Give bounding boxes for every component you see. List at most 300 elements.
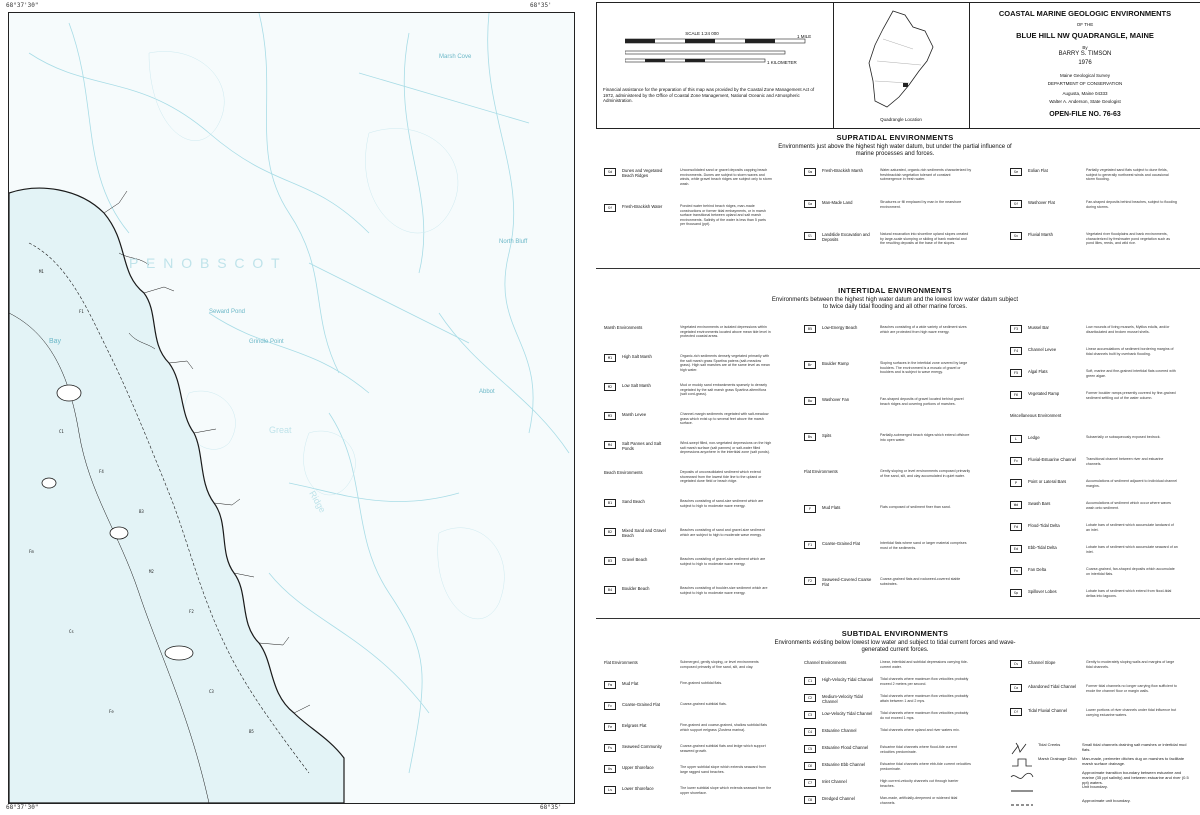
unit-symbol-box: Fc xyxy=(1010,457,1022,465)
unit-description: Tidal channels where maximum flow velocities probably exceed 2 meters per second. xyxy=(880,677,969,686)
unit-description: Beaches consisting of a wide variety of sediment sizes which are protected from high wave energy. xyxy=(880,325,967,334)
svg-text:F4: F4 xyxy=(99,469,104,474)
legend-entry xyxy=(604,723,774,742)
unit-description: The upper subtidal slope which extends seaward from large ragged sand beaches. xyxy=(680,765,766,774)
legend-entry xyxy=(604,660,774,679)
unit-description: Water-saturated, organic-rich sediments characterized by freshbrackish vegetation tolerant of constant submergence in fresh water. xyxy=(880,168,972,182)
title-of: OF THE xyxy=(1076,22,1094,27)
legend-entry xyxy=(1010,435,1180,455)
unit-symbol-box: Ls xyxy=(604,786,616,794)
legend-entry xyxy=(1010,391,1180,411)
legend-entry xyxy=(804,779,974,794)
unit-description: Gently sloping or level environments composed primarily of fine sand, silt, and clay accumulated in quiet water. xyxy=(880,469,971,478)
map-corner-coord-tl: 68°37'30" xyxy=(6,2,39,9)
unit-name: Seaweed-Covered Coarse Flat xyxy=(822,577,872,587)
unit-name: Fan Delta xyxy=(1028,567,1047,572)
unit-name: Tidal Fluvial Channel xyxy=(1028,708,1067,713)
unit-symbol-box: C3 xyxy=(804,711,816,719)
legend-entry xyxy=(1010,479,1180,499)
map-subtitle: BLUE HILL NW QUADRANGLE, MAINE xyxy=(1016,31,1154,40)
unit-name: Washover Fan xyxy=(822,397,850,402)
subtidal-title: SUBTIDAL ENVIRONMENTS xyxy=(841,629,949,638)
unit-name: Mud Flats xyxy=(822,505,841,510)
unit-name: Low-Velocity Tidal Channel xyxy=(822,711,873,716)
unit-description: Tidal channels where upland and river waters mix. xyxy=(880,728,960,732)
unit-description: Man-made, artificially-deepened or widened tidal channels. xyxy=(880,796,958,805)
unit-description: Vegetated river floodplains and bank environments, characterized by freshwater pond vegetation such as pond lilies, reeds, and wild rice. xyxy=(1086,232,1171,246)
legend-entry xyxy=(1010,501,1180,521)
unit-description: Lobate bars of sediment which extend from flood-tidal deltas into lagoons. xyxy=(1086,589,1172,598)
unit-name: Point or Lateral Bars xyxy=(1028,479,1067,484)
unit-description: Fine-grained and coarse-grained, shallow subtidal flats which support eelgrass (Zostera marina). xyxy=(680,723,768,732)
unit-name: Low-Energy Beach xyxy=(822,325,858,330)
legend-entry xyxy=(804,361,974,395)
unit-name: Swash Bars xyxy=(1028,501,1051,506)
map-label-place: Marsh Cove xyxy=(439,54,472,60)
unit-symbol-box: F6 xyxy=(1010,391,1022,399)
unit-name: Lower Shoreface xyxy=(622,786,654,791)
map-label-place: North Bluff xyxy=(499,239,528,245)
legend-entry xyxy=(804,397,974,431)
line-symbol-icon xyxy=(1010,742,1034,757)
line-symbol-name: Tidal Creeks xyxy=(1038,742,1061,747)
svg-text:Cs: Cs xyxy=(69,629,74,634)
legend-entry xyxy=(1010,684,1180,706)
svg-text:F1: F1 xyxy=(79,309,84,314)
unit-name: Vegetated Ramp xyxy=(1028,391,1060,396)
unit-name: Marsh Levee xyxy=(622,412,647,417)
unit-name: Spillover Lobes xyxy=(1028,589,1057,594)
unit-symbol-box: C2 xyxy=(804,694,816,702)
unit-name: Estuarine Flood Channel xyxy=(822,745,869,750)
unit-name: Coarse-Grained Flat xyxy=(622,702,660,707)
unit-symbol-box: M2 xyxy=(604,383,616,391)
unit-description: Wind-swept filled, non-vegetated depressions on the high salt marsh surface (salt pannes) or salt-water filled depressions anywhere in the intertidal zone (salt ponds). xyxy=(680,441,772,455)
unit-symbol-box: B3 xyxy=(604,557,616,565)
intertidal-title: INTERTIDAL ENVIRONMENTS xyxy=(838,286,952,295)
divider xyxy=(596,618,1200,619)
map-title: COASTAL MARINE GEOLOGIC ENVIRONMENTS xyxy=(998,9,1172,18)
intertidal-subtitle: Environments between the highest high water datum and the lowest low water datum subject to twice daily tidal flooding and all other marine forces. xyxy=(771,297,1019,310)
unit-symbol-box: Fd xyxy=(1010,523,1022,531)
unit-description: Lobate bars of sediment which accumulate landward of an inlet. xyxy=(1086,523,1174,532)
line-symbol-description: Approximate unit boundary. xyxy=(1082,798,1131,803)
unit-name: Fresh-Brackish Marsh xyxy=(822,168,863,173)
map-corner-coord-br: 68°35' xyxy=(540,804,562,811)
legend-entry xyxy=(1010,347,1180,367)
unit-description: Beaches consisting of sand-size sediment which are subject to high to moderate wave energy. xyxy=(680,499,764,508)
divider xyxy=(596,268,1200,269)
legend-entry xyxy=(1010,232,1180,262)
unit-name: Flat Environments xyxy=(804,469,838,474)
publisher-dept: DEPARTMENT OF CONSERVATION xyxy=(1047,81,1123,86)
svg-text:C3: C3 xyxy=(209,689,214,694)
unit-symbol-box: C5 xyxy=(804,745,816,753)
unit-symbol-box: Ca xyxy=(1010,684,1022,692)
unit-symbol-box: F2 xyxy=(804,577,816,585)
unit-description: Transitional channel between river and estuarine channels. xyxy=(1086,457,1164,466)
unit-name: Fluvial-Estuarine Channel xyxy=(1028,457,1076,462)
legend-entry xyxy=(804,469,974,503)
unit-description: The lower subtidal slope which extends seaward from the upper shoreface. xyxy=(680,786,772,795)
island xyxy=(165,646,193,660)
legend-entry xyxy=(604,744,774,763)
svg-text:Fe: Fe xyxy=(109,709,114,714)
unit-description: Linear, intertidal and subtidal depressions carrying tide-current water. xyxy=(880,660,968,669)
unit-description: Coarse-grained subtidal flats and ledge which support seaweed growth. xyxy=(680,744,766,753)
legend-entry xyxy=(604,383,774,410)
unit-description: Coarse-grained, fan-shaped deposits which accumulate on intertidal flats. xyxy=(1086,567,1175,576)
map-label-great: Great xyxy=(269,425,292,435)
unit-name: Marsh Environments xyxy=(604,325,643,330)
legend-entry xyxy=(804,325,974,359)
unit-name: Miscellaneous Environment xyxy=(1010,413,1062,418)
legend-entry xyxy=(604,586,774,613)
legend-entry xyxy=(1010,200,1180,230)
unit-description: Estuarine tidal channels where ebb-tide current velocities predominate. xyxy=(880,762,971,771)
unit-description: Unconsolidated sand or gravel deposits capping beach environments. Dunes are subject to storm waves and winds, while gravel beach ridges are subject only to storm wash. xyxy=(680,168,772,186)
map-label-bay-small: Bay xyxy=(49,338,62,345)
unit-symbol-box: M1 xyxy=(604,354,616,362)
supratidal-title: SUPRATIDAL ENVIRONMENTS xyxy=(836,133,954,142)
legend-entry xyxy=(604,204,774,238)
unit-description: Fan-shaped deposits of gravel located behind gravel beach ridges and covering portions of marshes. xyxy=(880,397,964,406)
unit-name: Fluvial Marsh xyxy=(1028,232,1053,237)
line-symbol-icon xyxy=(1010,784,1034,799)
unit-name: Inlet Channel xyxy=(822,779,847,784)
unit-symbol-box: F xyxy=(804,505,816,513)
unit-symbol-box: Sl xyxy=(804,232,816,240)
svg-text:M2: M2 xyxy=(149,569,154,574)
unit-description: Beaches consisting of boulder-size sediment which are subject to high to moderate wave energy. xyxy=(680,586,768,595)
unit-description: Structures or fill emplaced by man in the nearshore environment. xyxy=(880,200,962,209)
unit-name: Mixed Sand and Gravel Beach xyxy=(622,528,666,538)
unit-description: Organic-rich sediments densely vegetated primarily with the salt marsh grass Spartina patens (salt-meadow grass). High salt marshes are at the same level as mean high water. xyxy=(680,354,770,372)
unit-name: High-Velocity Tidal Channel xyxy=(822,677,874,682)
unit-name: Ledge xyxy=(1028,435,1040,440)
line-symbol-icon xyxy=(1010,770,1034,785)
unit-symbol-box: Se xyxy=(1010,168,1022,176)
unit-symbol-box: M4 xyxy=(604,441,616,449)
unit-name: Flat Environments xyxy=(604,660,638,665)
unit-symbol-box: Fn xyxy=(1010,567,1022,575)
unit-symbol-box: Fe xyxy=(604,723,616,731)
scale-unit-mile: 1 MILE xyxy=(797,34,812,39)
map-label-place: Grindle Point xyxy=(249,339,284,345)
unit-description: Intertidal flats where sand or larger material comprises most of the sediments. xyxy=(880,541,967,550)
svg-text:B3: B3 xyxy=(139,509,144,514)
unit-description: Partially vegetated sand flats subject to dune fields, subject to generally northwest winds and occasional storm flooding. xyxy=(1086,168,1169,182)
unit-description: High current-velocity channels cut through barrier beaches. xyxy=(880,779,959,788)
unit-symbol-box: F4 xyxy=(1010,347,1022,355)
map-corner-coord-tr: 68°35' xyxy=(530,2,552,9)
map-corner-coord-bl: 68°37'30" xyxy=(6,804,39,811)
unit-symbol-box: Sf xyxy=(1010,200,1022,208)
unit-name: Man-Made Land xyxy=(822,200,853,205)
unit-description: Partially-submerged beach ridges which extend offshore into open water. xyxy=(880,433,970,442)
unit-name: Estuarine Channel xyxy=(822,728,857,733)
line-symbol-description: Unit boundary. xyxy=(1082,784,1108,789)
unit-name: Mussel Bar xyxy=(1028,325,1049,330)
author: BARRY S. TIMSON xyxy=(1058,51,1112,57)
island xyxy=(57,385,81,401)
unit-symbol-box: B4 xyxy=(604,586,616,594)
unit-symbol-box: Cs xyxy=(1010,660,1022,668)
unit-symbol-box: Us xyxy=(604,765,616,773)
unit-symbol-box: F1 xyxy=(804,541,816,549)
unit-description: Former tidal channels no longer carrying flow sufficient to erode the channel floor or margin walls. xyxy=(1086,684,1177,693)
legend-entry xyxy=(1010,523,1180,543)
legend-entry xyxy=(1010,589,1180,609)
unit-name: Channel Slope xyxy=(1028,660,1056,665)
unit-description: Fan-shaped deposits behind beaches, subject to flooding during storms. xyxy=(1086,200,1177,209)
unit-description: Mud or muddy sand embankments sparsely to densely vegetated by the salt marsh grass Spartina alterniflora (salt cord-grass). xyxy=(680,383,768,397)
legend-entry xyxy=(804,433,974,467)
unit-description: Soft, marine and fine-grained intertidal flats covered with green algae. xyxy=(1086,369,1176,378)
unit-symbol-box: Sa xyxy=(804,200,816,208)
scale-cell xyxy=(597,3,834,128)
scale-label: SCALE 1:24 000 xyxy=(685,31,719,36)
legend-entry xyxy=(1010,369,1180,389)
unit-name: Eelgrass Flat xyxy=(622,723,647,728)
legend-entry xyxy=(1010,708,1180,730)
unit-symbol-box: Sv xyxy=(1010,232,1022,240)
unit-description: Lower portions of river channels under tidal influence but carrying estuarine waters. xyxy=(1086,708,1177,717)
line-symbol-name: Marsh Drainage Ditch xyxy=(1038,756,1077,761)
unit-name: Beach Environments xyxy=(604,470,643,475)
unit-symbol-box: B5 xyxy=(804,325,816,333)
maine-outline-map xyxy=(863,9,943,114)
unit-name: Boulder Ramp xyxy=(822,361,849,366)
unit-description: Lobate bars of sediment which accumulate seaward of an inlet. xyxy=(1086,545,1178,554)
unit-name: Abandoned Tidal Channel xyxy=(1028,684,1077,689)
unit-description: Accumulations of sediment which occur where waves wash onto sediment. xyxy=(1086,501,1171,510)
year: 1976 xyxy=(1078,60,1092,66)
unit-symbol-box: Bw xyxy=(804,397,816,405)
unit-name: Flood-Tidal Delta xyxy=(1028,523,1060,528)
location-cell xyxy=(833,3,970,128)
unit-symbol-box: F3 xyxy=(1010,325,1022,333)
unit-symbol-box: Bs xyxy=(804,433,816,441)
legend-entry xyxy=(804,694,974,709)
legend-entry xyxy=(604,441,774,468)
unit-description: Low mounds of living mussels, Mytilus edulis, and/or disarticulated and broken mussel shells. xyxy=(1086,325,1170,334)
unit-name: Ebb-Tidal Delta xyxy=(1028,545,1057,550)
legend-entry xyxy=(804,728,974,743)
unit-description: Beaches consisting of gravel-size sediment which are subject to high to moderate wave energy. xyxy=(680,557,766,566)
unit-symbol-box: B1 xyxy=(604,499,616,507)
line-symbol-description: Approximate transition boundary between estuarine and marine (35 ppt salinity) and between estuarine and river (0.5 ppt) waters. xyxy=(1082,770,1189,785)
unit-description: Tidal channels where maximum flow velocities probably do not exceed 1 mps. xyxy=(880,711,969,720)
unit-symbol-box: Wd xyxy=(1010,501,1022,509)
unit-name: Eolian Flat xyxy=(1028,168,1048,173)
unit-description: Estuarine tidal channels where flood-tide current velocities predominate. xyxy=(880,745,957,754)
publisher-city: Augusta, Maine 04333 xyxy=(1062,91,1108,96)
unit-name: Channel Levee xyxy=(1028,347,1057,352)
unit-symbol-box: Br xyxy=(804,361,816,369)
unit-symbol-box: M3 xyxy=(604,412,616,420)
quadrangle-location-label: Quadrangle Location xyxy=(880,117,922,122)
unit-symbol-box: C6 xyxy=(804,762,816,770)
legend-entry xyxy=(1010,567,1180,587)
unit-description: Tidal channels where maximum flow velocities probably attain between 1 and 2 mps. xyxy=(880,694,969,703)
unit-name: Landslide Excavation and Deposits xyxy=(822,232,870,242)
unit-symbol-box: P xyxy=(1010,479,1022,487)
legend-entry xyxy=(804,660,974,675)
unit-description: Fine-grained subtidal flats. xyxy=(680,681,723,685)
coastal-map-svg xyxy=(9,13,574,803)
state-geologist: Walter A. Anderson, State Geologist xyxy=(1049,99,1121,104)
svg-text:C1: C1 xyxy=(59,429,64,434)
legend-entry xyxy=(604,702,774,721)
legend-entry xyxy=(604,528,774,555)
unit-name: Dredged Channel xyxy=(822,796,855,801)
legend-entry xyxy=(1010,660,1180,682)
legend-entry xyxy=(604,168,774,202)
unit-name: High Salt Marsh xyxy=(622,354,652,359)
by-label: By xyxy=(1082,45,1088,50)
unit-symbol-box: Ed xyxy=(1010,545,1022,553)
line-symbol-icon xyxy=(1010,798,1034,813)
unit-description: Deposits of unconsolidated sediment which extend shoreward from the lowest tide line to the upland or vegetated dune field or beach ridge. xyxy=(680,470,762,484)
scale-bar xyxy=(625,37,815,71)
unit-name: Estuarine Ebb Channel xyxy=(822,762,866,767)
unit-symbol-box: Fs xyxy=(604,744,616,752)
subtidal-subtitle: Environments existing below lowest low water and subject to tidal current forces and wave-generated current forces. xyxy=(774,640,1016,653)
unit-name: Upper Shoreface xyxy=(622,765,654,770)
unit-symbol-box: C7 xyxy=(804,779,816,787)
legend-entry xyxy=(804,200,974,230)
unit-name: Mud Flat xyxy=(622,681,639,686)
unit-name: Sand Beach xyxy=(622,499,645,504)
legend-entry xyxy=(604,557,774,584)
legend-entry xyxy=(1010,413,1180,433)
legend-entry xyxy=(604,470,774,497)
legend-entry xyxy=(804,232,974,262)
unit-name: Dunes and Vegetated Beach Ridges xyxy=(622,168,663,178)
map-panel xyxy=(0,0,578,815)
title-block xyxy=(596,2,1200,129)
supratidal-subtitle: Environments just above the highest high water datum, but under the partial influence of marine processes and forces. xyxy=(778,144,1012,157)
svg-text:B5: B5 xyxy=(249,729,254,734)
unit-description: Submerged, gently sloping, or level environments composed primarily of fine sand, silt, and clay. xyxy=(680,660,759,669)
legend-entry xyxy=(604,354,774,381)
unit-symbol-box: Sf xyxy=(604,204,616,212)
legend-entry xyxy=(1010,325,1180,345)
unit-name: Low Salt Marsh xyxy=(622,383,651,388)
estuary-water xyxy=(9,188,344,803)
unit-name: Salt Pannes and Salt Ponds xyxy=(622,441,662,451)
unit-symbol-box: F5 xyxy=(1010,369,1022,377)
svg-text:Fm: Fm xyxy=(29,549,34,554)
legend-entry xyxy=(1010,168,1180,198)
unit-symbol-box: Fm xyxy=(604,681,616,689)
map-label-place: Abbot xyxy=(479,389,495,395)
unit-description: Ponded water behind beach ridges, man-made constructions or former tidal embayments, or in marsh surface transitional between upland and salt marsh environments. Salinity of the water is less than 5 parts per thousand (ppt). xyxy=(680,204,766,227)
unit-symbol-box: B2 xyxy=(604,528,616,536)
unit-name: Medium-Velocity Tidal Channel xyxy=(822,694,863,704)
island xyxy=(42,478,56,488)
legend-entry xyxy=(804,796,974,811)
unit-symbol-box: C1 xyxy=(804,677,816,685)
unit-symbol-box: Fc xyxy=(604,702,616,710)
unit-symbol-box: C4 xyxy=(804,728,816,736)
unit-description: Coarse-grained flats and rockweed-covered stable substrates. xyxy=(880,577,961,586)
unit-symbol-box: Sd xyxy=(604,168,616,176)
legend-entry xyxy=(804,168,974,198)
unit-symbol-box: Sp xyxy=(1010,589,1022,597)
unit-description: Former boulder ramps presently covered by fine-grained sediment settling out of the water column. xyxy=(1086,391,1176,400)
unit-description: Linear accumulations of sediment bordering margins of tidal channels built by overbank flooding. xyxy=(1086,347,1174,356)
unit-description: Coarse-grained subtidal flats. xyxy=(680,702,727,706)
legend-entry xyxy=(804,711,974,726)
financial-note: Financial assistance for the preparation of this map was provided by the Coastal Zone Management Act of 1972, administered by the Office of Coastal Zone Management, National Oceanic and Atmospheric Administration. xyxy=(603,87,815,103)
line-symbol-description: Man-made, perimeter ditches dug on marshes to facilitate marsh surface drainage. xyxy=(1082,756,1185,766)
unit-name: Boulder Beach xyxy=(622,586,650,591)
unit-description: Flats composed of sediment finer than sand. xyxy=(880,505,951,509)
legend-entry xyxy=(804,677,974,692)
line-symbol-icon xyxy=(1010,756,1034,771)
unit-name: Spits xyxy=(822,433,832,438)
unit-description: Natural excavation into shoreline upland slopes created by large-scale slumping or sliding of bank material and the resulting deposits at the base of the slopes. xyxy=(880,232,969,246)
unit-symbol-box: C8 xyxy=(804,796,816,804)
unit-symbol-box: Sm xyxy=(804,168,816,176)
unit-name: Coarse-Grained Flat xyxy=(822,541,860,546)
map-label-place: Seward Pond xyxy=(209,309,246,315)
line-symbol-description: Small tidal channels draining salt marshes or intertidal mud flats. xyxy=(1082,742,1187,752)
legend-entry xyxy=(604,325,774,352)
open-file-number: OPEN-FILE NO. 76-63 xyxy=(1049,111,1121,118)
legend-entry xyxy=(604,681,774,700)
unit-name: Fresh-Brackish Water xyxy=(622,204,663,209)
legend-entry xyxy=(604,412,774,439)
unit-symbol-box: L xyxy=(1010,435,1022,443)
unit-description: Sloping surfaces in the intertidal zone covered by large boulders. The environment is a mosaic of gravel or boulders and is subject to wave energy. xyxy=(880,361,968,375)
legend-entry xyxy=(804,505,974,539)
unit-description: Beaches consisting of sand and gravel-size sediment which are subject to high to moderate wave energy. xyxy=(680,528,765,537)
unit-symbol-box: Cf xyxy=(1010,708,1022,716)
legend-entry xyxy=(604,786,774,805)
unit-description: Gently to moderately sloping walls and margins of large tidal channels. xyxy=(1086,660,1175,669)
scale-unit-km: 1 KILOMETER xyxy=(767,60,797,65)
map-label-ridge: Ridge xyxy=(307,489,328,515)
legend-entry xyxy=(1010,457,1180,477)
unit-name: Washover Flat xyxy=(1028,200,1055,205)
legend-panel xyxy=(590,0,1200,815)
unit-name: Algal Flats xyxy=(1028,369,1048,374)
legend-entry xyxy=(1010,545,1180,565)
legend-entry xyxy=(804,762,974,777)
legend-entry xyxy=(604,765,774,784)
unit-name: Channel Environments xyxy=(804,660,847,665)
legend-entry xyxy=(804,577,974,611)
title-cell xyxy=(969,3,1200,128)
legend-entry xyxy=(804,541,974,575)
unit-description: Channel-margin sediments vegetated with salt-meadow grass which exist up to several feet above the marsh surface. xyxy=(680,412,769,426)
svg-text:M1: M1 xyxy=(39,269,44,274)
island xyxy=(110,527,128,539)
unit-name: Gravel Beach xyxy=(622,557,648,562)
legend-entry xyxy=(804,745,974,760)
publisher-survey: Maine Geological Survey xyxy=(1059,73,1111,78)
unit-description: Subaerially or subaqueously exposed bedrock. xyxy=(1086,435,1161,439)
unit-name: Seaweed Community xyxy=(622,744,662,749)
svg-text:F2: F2 xyxy=(189,609,194,614)
map-frame[interactable] xyxy=(8,12,575,804)
unit-description: Accumulations of sediment adjacent to individual channel margins. xyxy=(1086,479,1178,488)
legend-entry xyxy=(604,499,774,526)
map-label-bay: P E N O B S C O T xyxy=(129,255,282,271)
